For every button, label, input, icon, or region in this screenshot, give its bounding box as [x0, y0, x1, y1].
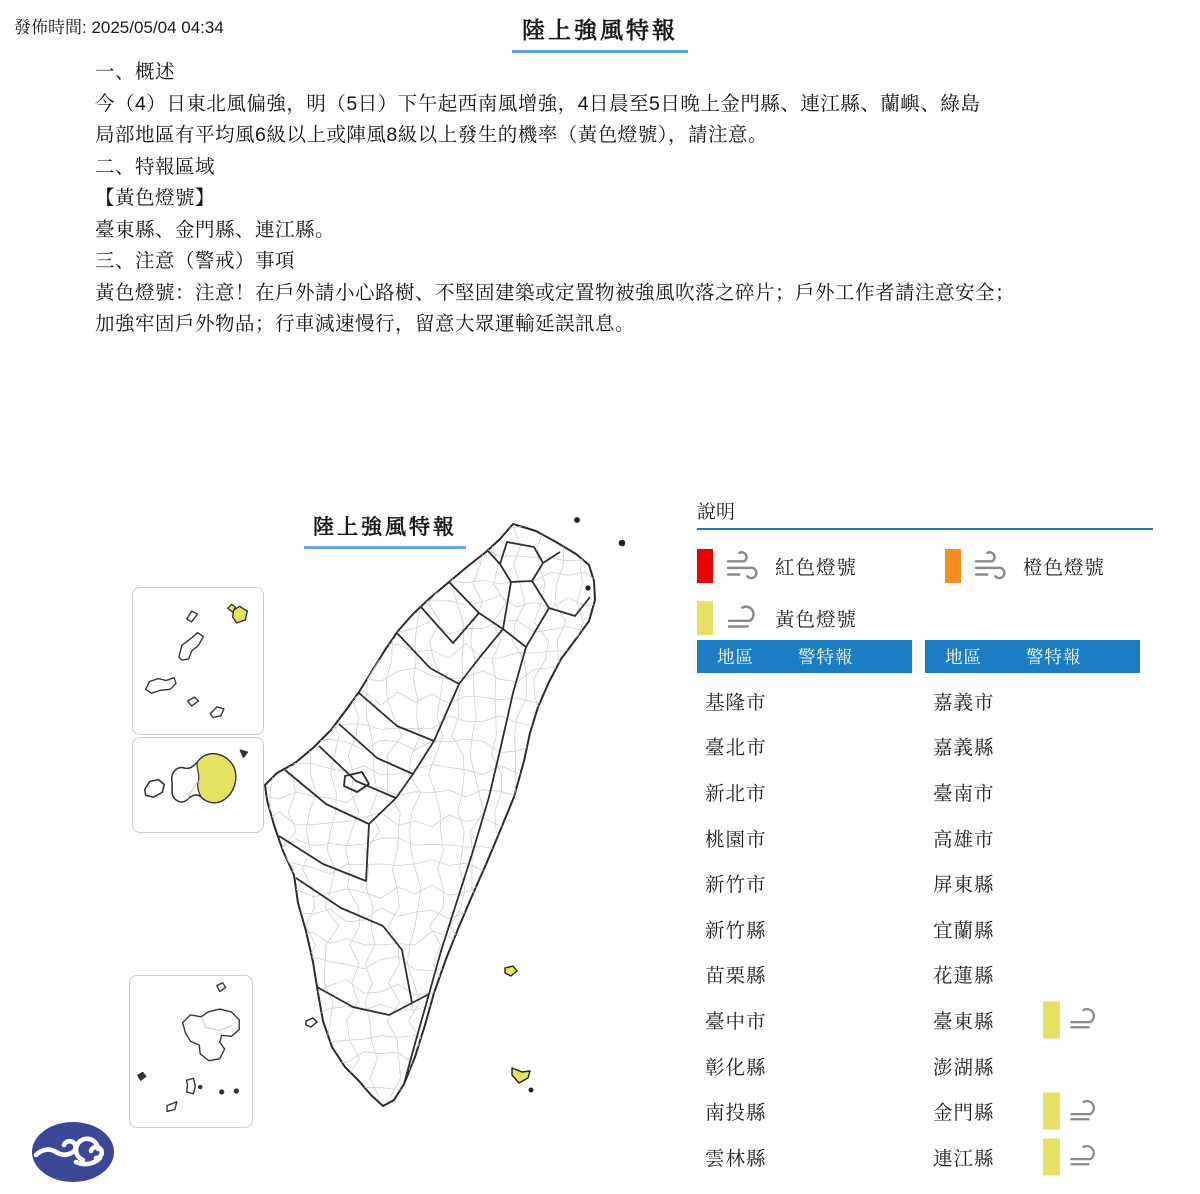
table-row	[925, 1088, 1140, 1134]
report-text-line: 加強牢固戶外物品；行車減速慢行，留意大眾運輸延誤訊息。	[95, 313, 636, 335]
region-table-left	[697, 640, 912, 1180]
cwa-logo-icon	[28, 1118, 118, 1186]
report-text-line: 黃色燈號：注意！在戶外請小心路樹、不堅固建築或定置物被強風吹落之碎片；戶外工作者請注意安全；	[95, 281, 1016, 304]
lesser-lanyu-islet	[529, 1088, 533, 1092]
column-header-region: 地區	[717, 647, 754, 667]
matsu-inset-map	[132, 587, 264, 735]
legend-panel	[697, 497, 1153, 644]
legend-items	[697, 540, 1153, 644]
region-name: 嘉義縣	[933, 737, 995, 760]
column-header-warning: 警特報	[1026, 647, 1082, 667]
yellow-light-swatch	[1043, 1001, 1060, 1038]
region-name: 基隆市	[705, 691, 767, 714]
report-text-line: 今（4）日東北風偏強，明（5日）下午起西南風增強，4日晨至5日晚上金門縣、連江縣、蘭嶼、綠島	[95, 92, 981, 115]
lanyu-island-highlight	[512, 1068, 530, 1083]
report-text	[95, 57, 1125, 341]
region-name: 南投縣	[705, 1102, 767, 1125]
region-name: 嘉義市	[933, 691, 995, 714]
column-header-region: 地區	[945, 647, 982, 667]
legend-item-yellow-light	[697, 592, 945, 644]
green-island-highlight	[505, 966, 517, 976]
report-text-line: 二、特報區域	[95, 155, 216, 178]
table-row	[697, 906, 912, 952]
table-row	[697, 952, 912, 998]
table-row	[697, 769, 912, 815]
table-header	[925, 640, 1140, 673]
region-name: 臺東縣	[933, 1010, 995, 1033]
taiwan-map	[250, 515, 690, 1139]
region-name: 澎湖縣	[933, 1056, 995, 1079]
yellow-light-swatch	[1043, 1093, 1060, 1130]
region-name: 苗栗縣	[705, 965, 767, 988]
table-row	[697, 724, 912, 770]
table-row	[925, 906, 1140, 952]
orange-light-swatch	[945, 549, 961, 583]
report-text-line: 臺東縣、金門縣、連江縣。	[95, 218, 336, 241]
page-title: 陸上強風特報	[512, 12, 688, 53]
region-name: 新北市	[705, 782, 767, 805]
red-light-swatch	[697, 549, 713, 583]
table-row	[925, 1134, 1140, 1180]
wind-icon	[1067, 1095, 1105, 1127]
guishan-islet	[619, 540, 625, 546]
legend-label: 黃色燈號	[775, 609, 858, 631]
region-name: 彰化縣	[705, 1056, 767, 1079]
region-name: 臺中市	[705, 1010, 767, 1033]
region-name: 桃園市	[705, 828, 767, 851]
yellow-light-swatch	[697, 601, 713, 635]
kinmen-islands	[133, 738, 260, 829]
yellow-light-badge	[1043, 1138, 1105, 1175]
yellow-light-swatch	[1043, 1138, 1060, 1175]
legend-label: 橙色燈號	[1023, 557, 1106, 579]
report-text-line: 【黃色燈號】	[95, 187, 216, 209]
table-row	[697, 1043, 912, 1089]
legend-item-orange-light	[945, 540, 1153, 592]
strong-wind-icon	[971, 550, 1015, 582]
table-row	[925, 815, 1140, 861]
region-name: 宜蘭縣	[933, 919, 995, 942]
column-header-warning: 警特報	[798, 647, 854, 667]
table-row	[697, 860, 912, 906]
strong-wind-icon	[723, 550, 767, 582]
liuqiu-island	[306, 1018, 317, 1027]
table-row	[925, 724, 1140, 770]
legend-heading: 說明	[697, 497, 1153, 530]
table-row	[697, 678, 912, 724]
report-text-line: 局部地區有平均風6級以上或陣風8級以上發生的機率（黃色燈號），請注意。	[95, 124, 768, 146]
wind-icon	[1067, 1141, 1105, 1173]
table-row	[697, 815, 912, 861]
table-row	[925, 860, 1140, 906]
table-row	[925, 997, 1140, 1043]
wind-icon	[1067, 1004, 1105, 1036]
region-name: 新竹縣	[705, 919, 767, 942]
region-table-right	[925, 640, 1140, 1180]
region-name: 花蓮縣	[933, 965, 995, 988]
report-text-line: 三、注意（警戒）事項	[95, 250, 296, 272]
map-title: 陸上強風特報	[304, 511, 466, 549]
map-panel	[120, 505, 695, 1194]
region-name: 高雄市	[933, 828, 995, 851]
legend-label: 紅色燈號	[775, 557, 858, 579]
kinmen-inset-map	[132, 737, 264, 833]
dongyin-island-highlight	[233, 606, 248, 623]
table-row	[697, 1088, 912, 1134]
penghu-inset-map	[129, 975, 253, 1128]
region-name: 金門縣	[933, 1102, 995, 1125]
table-header	[697, 640, 912, 673]
table-row	[925, 678, 1140, 724]
region-name: 雲林縣	[705, 1147, 767, 1170]
table-row	[697, 1134, 912, 1180]
wind-icon	[723, 602, 767, 634]
yellow-light-badge	[1043, 1001, 1105, 1038]
matsu-islands	[133, 588, 260, 731]
yellow-light-badge	[1043, 1093, 1105, 1130]
region-name: 臺北市	[705, 737, 767, 760]
region-name: 新竹市	[705, 874, 767, 897]
penghu-islands	[130, 976, 249, 1124]
table-row	[925, 769, 1140, 815]
keelung-islet	[575, 518, 580, 523]
publish-time: 發佈時間: 2025/05/04 04:34	[14, 18, 224, 37]
legend-item-red-light	[697, 540, 945, 592]
table-row	[697, 997, 912, 1043]
region-name: 屏東縣	[933, 874, 995, 897]
table-row	[925, 952, 1140, 998]
region-name: 連江縣	[933, 1147, 995, 1170]
table-row	[925, 1043, 1140, 1089]
report-text-line: 一、概述	[95, 61, 176, 83]
region-name: 臺南市	[933, 782, 995, 805]
offshore-islet	[586, 586, 590, 590]
